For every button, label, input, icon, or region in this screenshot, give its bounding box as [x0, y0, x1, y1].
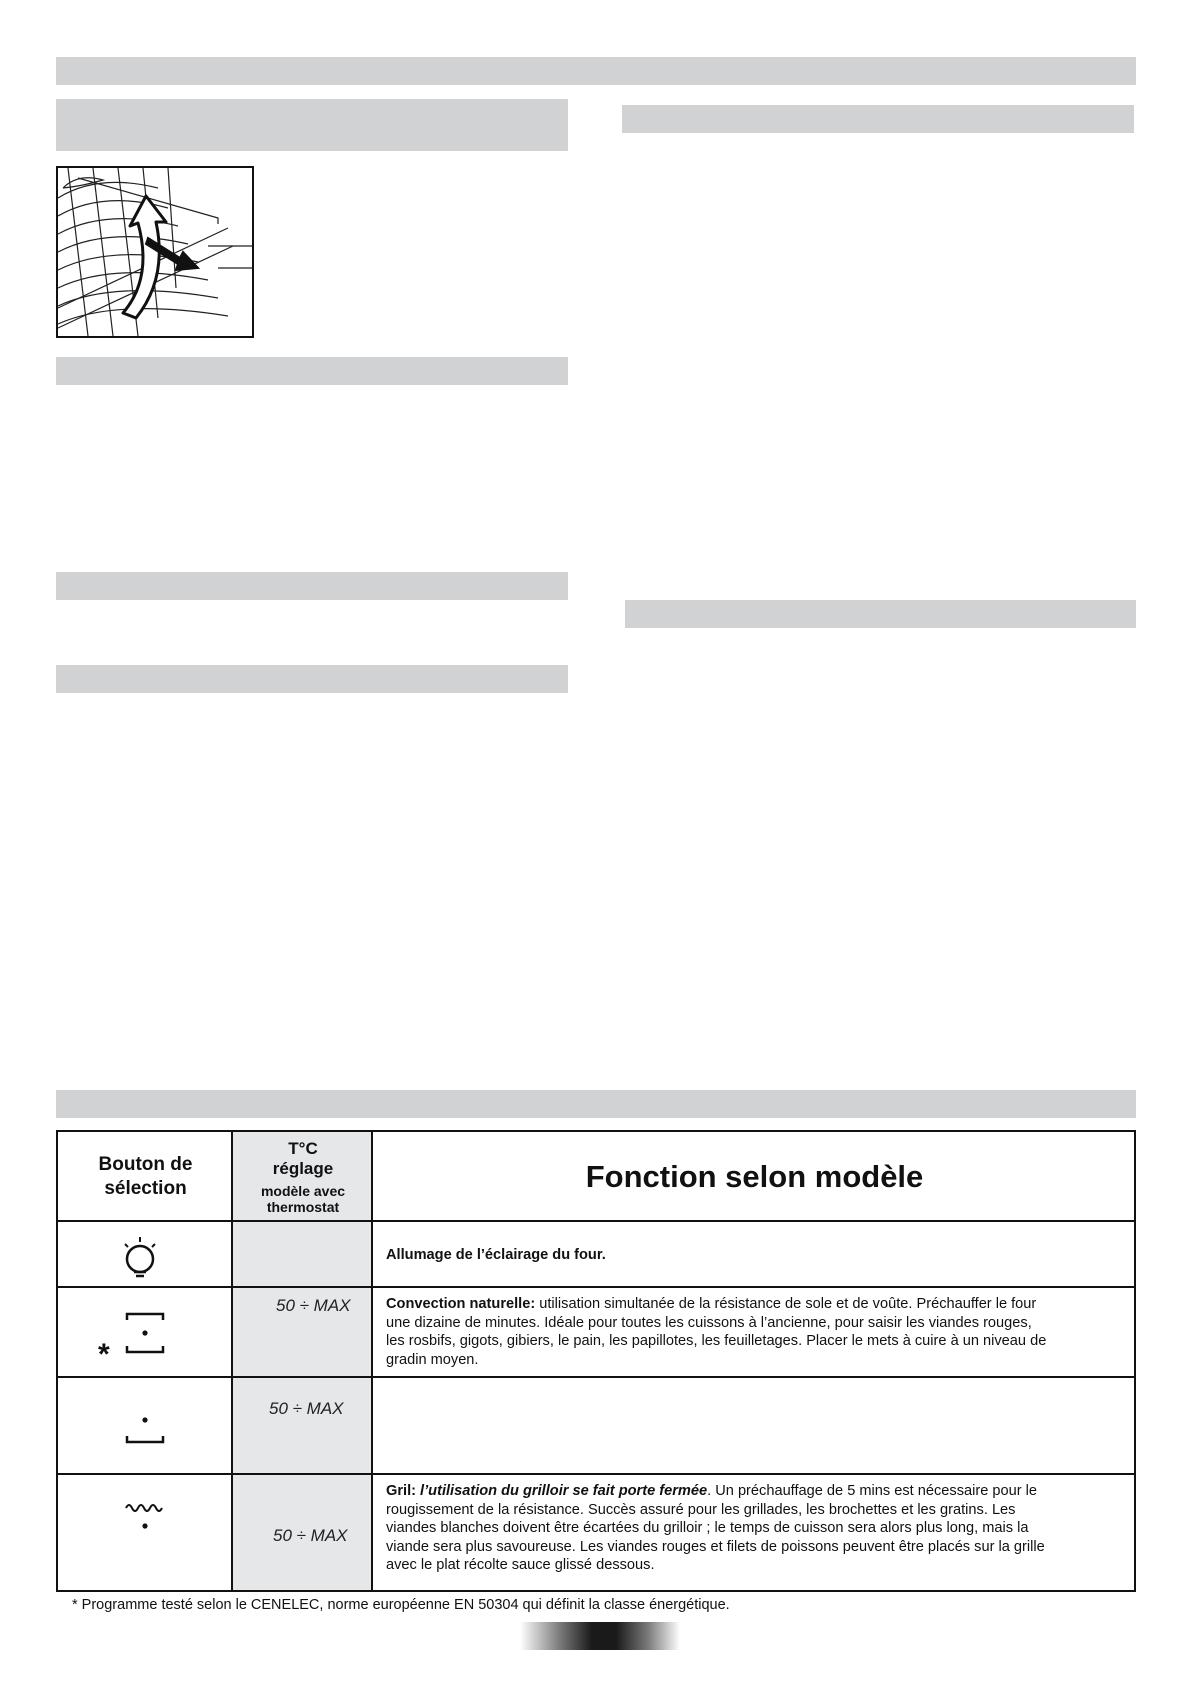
section-header-left-1	[56, 99, 568, 151]
row-bottom-heat-temperature: 50 ÷ MAX	[269, 1399, 344, 1418]
top-bottom-heat-icon	[124, 1310, 166, 1356]
row-light-description: Allumage de l’éclairage du four.	[386, 1247, 606, 1263]
page-number-bar	[520, 1622, 680, 1650]
row-grill-description: Gril: l’utilisation du grilloir se fait porte fermée. Un préchauffage de 5 mins est nécessaire pour le rougissement de la résistance. Succès assuré pour les grillades, les brochettes et les gratins. Les viandes blanches doivent être écartées du grilloir ; le temps de cuisson sera alors plus long, mais la viande sera plus savoureuse. Les viandes rouges et filets de poissons peuvent être placés sur la grille avec le plat récolte sauce glissé dessous.	[386, 1483, 1045, 1573]
table-section-header	[56, 1090, 1136, 1118]
section-header-left-3	[56, 572, 568, 600]
bottom-heat-icon	[124, 1408, 166, 1448]
section-header-left-2	[56, 357, 568, 385]
row-convection-description: Convection naturelle: utilisation simultanée de la résistance de sole et de voûte. Préchauffer le four une dizaine de minutes. Idéale pour toutes les cuissons à l’ancienne, pour saisir les viandes rouges, les rosbifs, gigots, gibiers, le pain, les papillotes, les feuilletages. Placer le mets à cuire à un niveau de gradin moyen.	[386, 1296, 1047, 1368]
rack-removal-illustration	[56, 166, 254, 338]
grill-icon	[124, 1500, 166, 1534]
section-header-right-1	[622, 105, 1134, 133]
energy-test-asterisk: *	[98, 1338, 110, 1371]
row-grill-temperature: 50 ÷ MAX	[273, 1526, 348, 1545]
row-convection-temperature: 50 ÷ MAX	[276, 1296, 351, 1315]
top-header-band	[56, 57, 1136, 85]
section-header-right-2	[625, 600, 1136, 628]
section-header-left-4	[56, 665, 568, 693]
oven-light-icon	[118, 1234, 162, 1282]
footnote: * Programme testé selon le CENELEC, norme européenne EN 50304 qui définit la classe énergétique.	[72, 1597, 730, 1613]
header-function: Fonction selon modèle	[585, 1159, 924, 1194]
header-selection-button: Bouton de sélection	[98, 1154, 193, 1199]
oven-functions-table	[56, 1130, 1136, 1592]
header-temperature: T°C réglage modèle avec thermostat	[260, 1139, 346, 1215]
